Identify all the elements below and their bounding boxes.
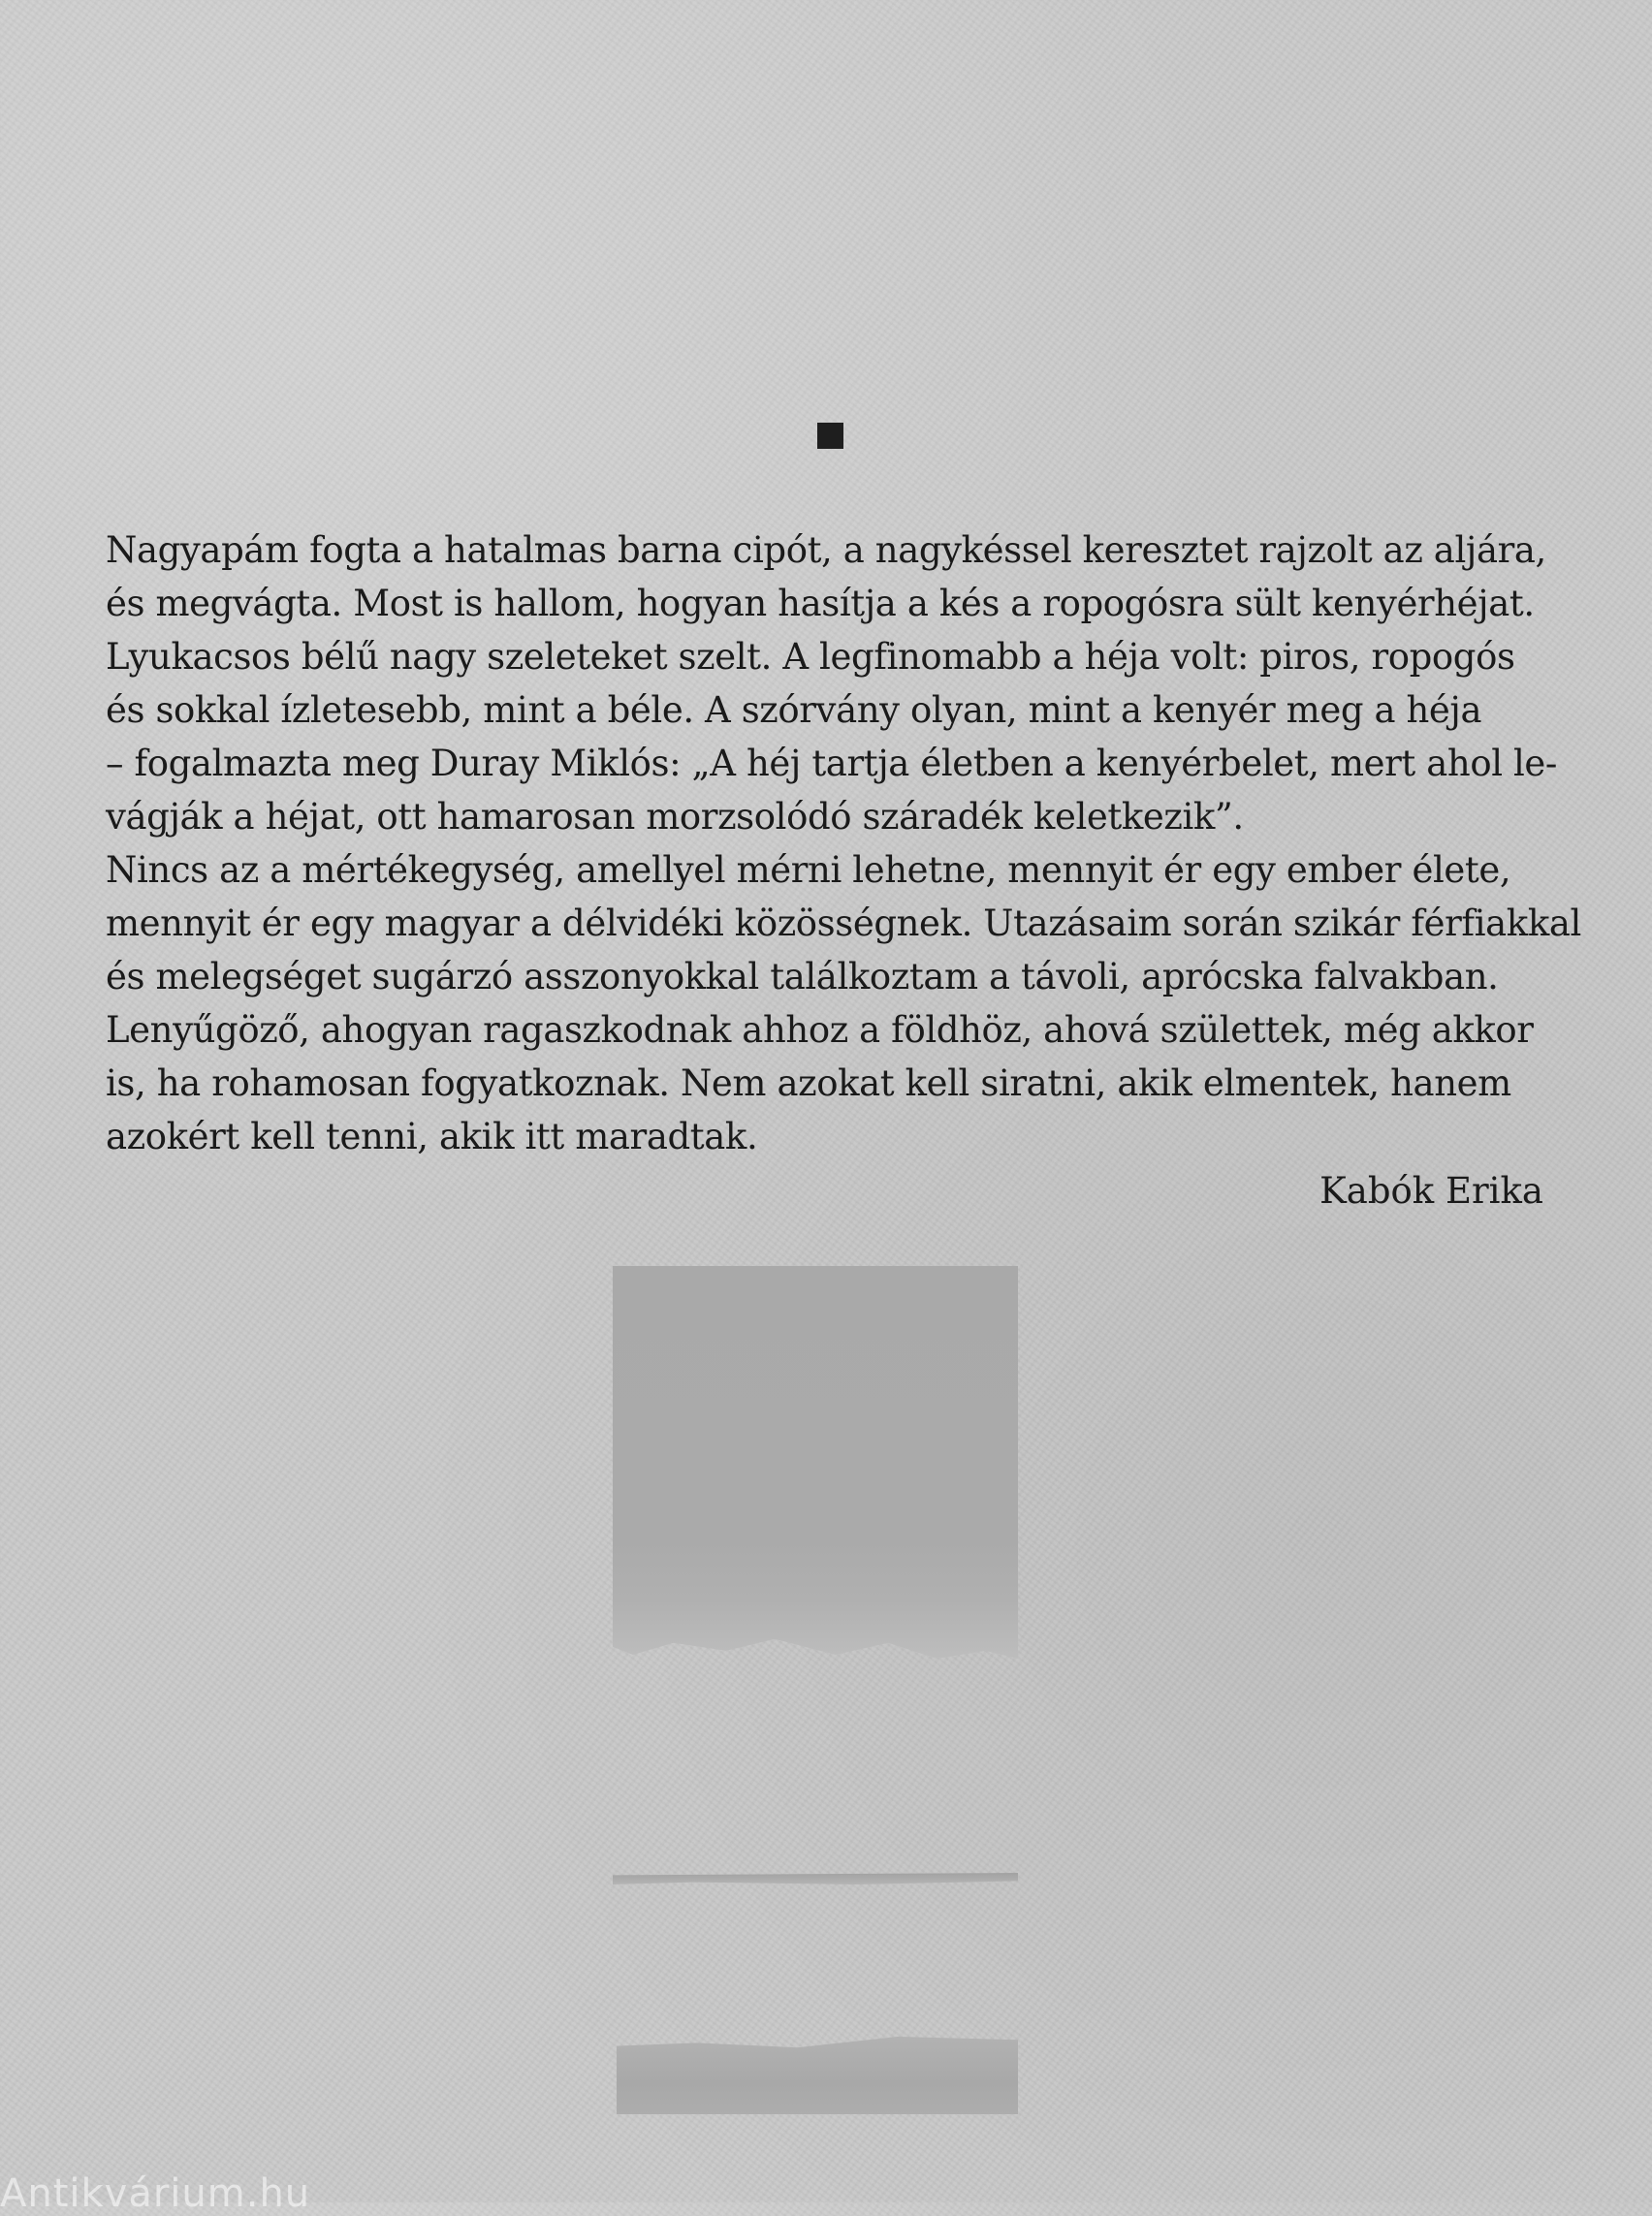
body-line: – fogalmazta meg Duray Miklós: „A héj tartja életben a kenyérbelet, mert ahol le-: [106, 743, 1558, 784]
body-line: Lenyűgöző, ahogyan ragaszkodnak ahhoz a földhöz, ahová születtek, még akkor: [106, 1009, 1534, 1051]
body-line: Nagyapám fogta a hatalmas barna cipót, a nagykéssel keresztet rajzolt az aljára,: [106, 529, 1546, 571]
body-line: vágják a héjat, ott hamarosan morzsolódó száradék keletkezik”.: [106, 796, 1244, 838]
body-line: mennyit ér egy magyar a délvidéki közösségnek. Utazásaim során szikár férfiakkal: [106, 902, 1581, 944]
wash-block-upper: [613, 1266, 1018, 1659]
body-line: és melegséget sugárzó asszonyokkal találkoztam a távoli, aprócska falvakban.: [106, 956, 1499, 997]
author-signature: Kabók Erika: [1319, 1170, 1543, 1212]
body-line: Lyukacsos bélű nagy szeleteket szelt. A legfinomabb a héja volt: piros, ropogós: [106, 636, 1515, 678]
watermark-text: Antikvárium.hu: [0, 2171, 311, 2216]
wash-stroke-middle: [613, 1873, 1018, 1884]
body-line: és megvágta. Most is hallom, hogyan hasítja a kés a ropogósra sült kenyérhéjat.: [106, 583, 1535, 624]
body-paragraph: [106, 523, 1581, 1163]
body-line: is, ha rohamosan fogyatkoznak. Nem azokat kell siratni, akik elmentek, hanem: [106, 1062, 1511, 1104]
section-marker-square: [817, 423, 843, 449]
body-line: Nincs az a mértékegység, amellyel mérni lehetne, mennyit ér egy ember élete,: [106, 849, 1511, 891]
body-line: azokért kell tenni, akik itt maradtak.: [106, 1116, 758, 1157]
body-line: és sokkal ízletesebb, mint a béle. A szórvány olyan, mint a kenyér meg a héja: [106, 689, 1482, 731]
ink-wash-illustration: [611, 1266, 1018, 2119]
wash-block-lower: [617, 2037, 1018, 2114]
